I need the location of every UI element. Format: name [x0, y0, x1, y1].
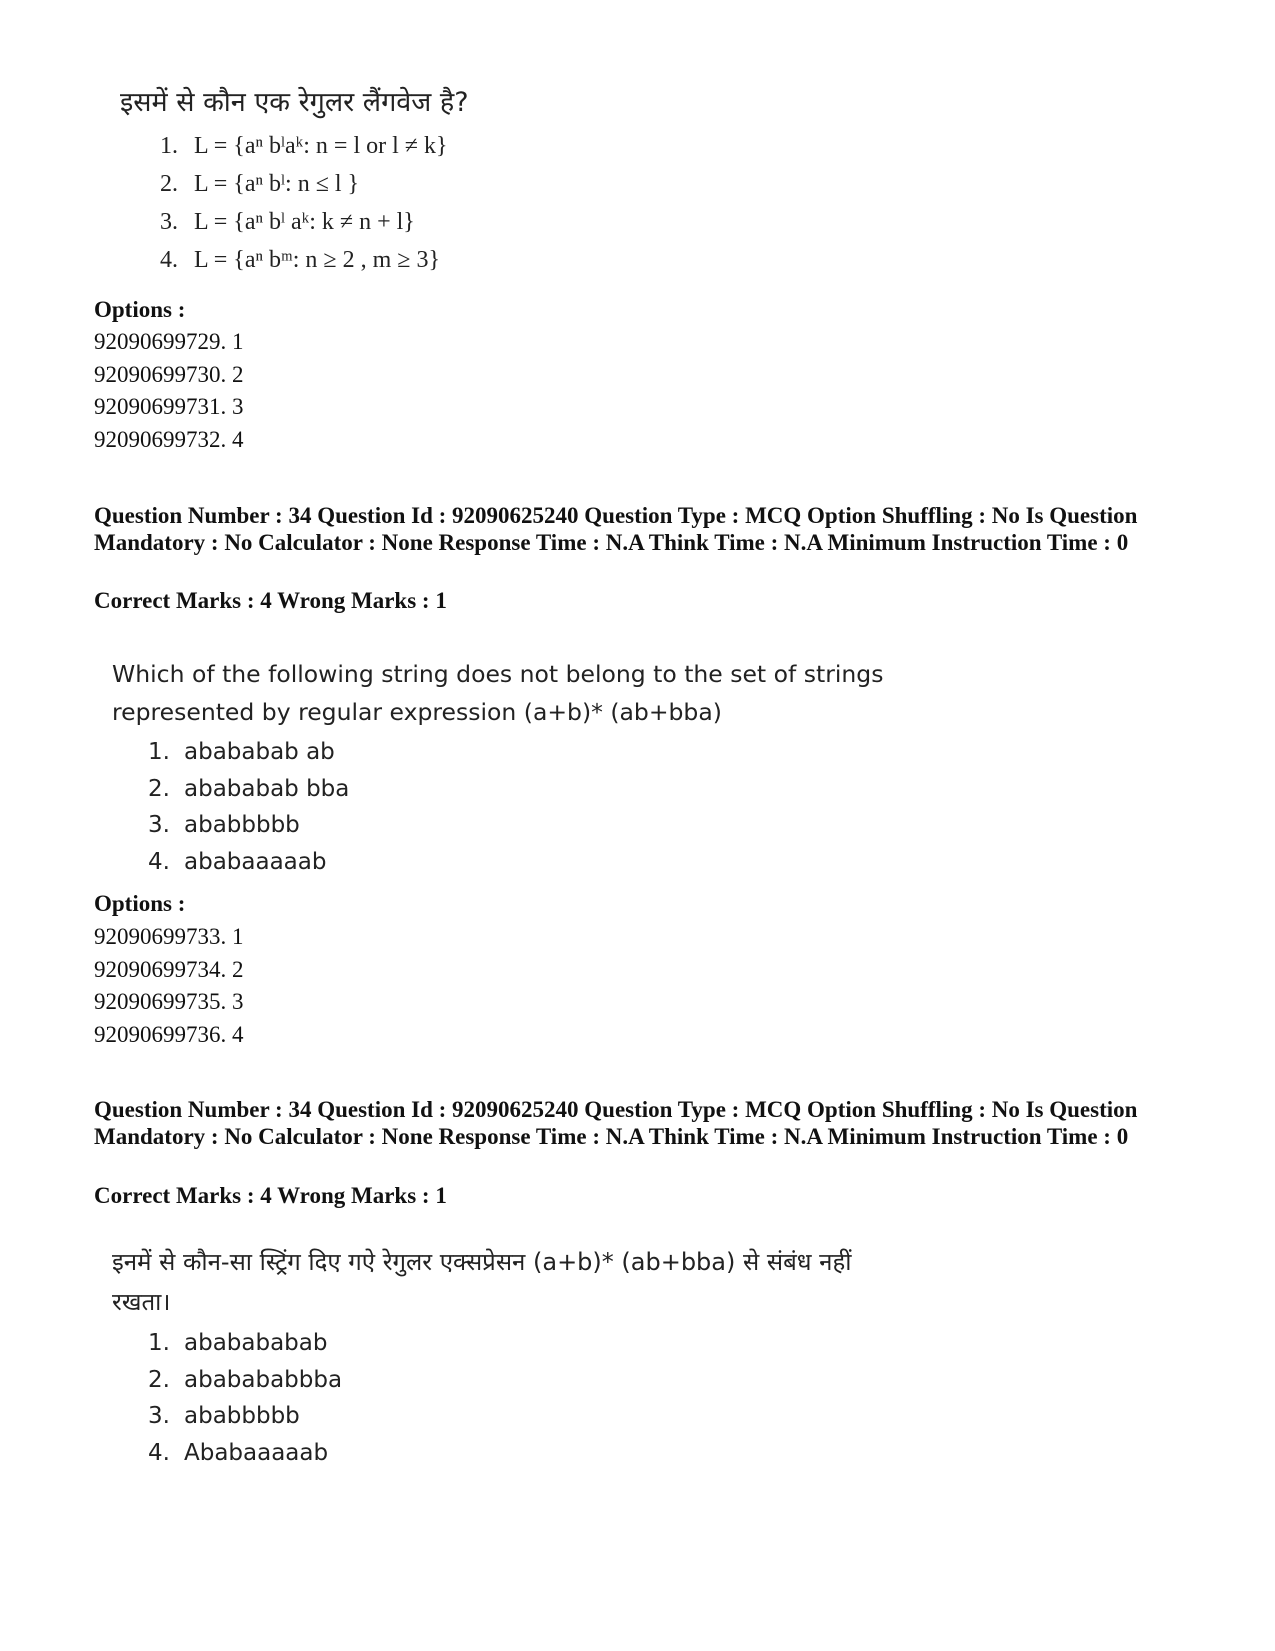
- question-choices: [112, 734, 912, 880]
- list-item: 2. abababab bba: [148, 775, 350, 802]
- options-heading: Options :: [94, 891, 186, 916]
- list-item: 1. L = {aⁿ bˡaᵏ: n = l or l ≠ k}: [160, 133, 448, 159]
- options-heading: Options :: [94, 297, 186, 322]
- question-choices: [120, 127, 820, 279]
- question-prompt: इसमें से कौन एक रेगुलर लैंगवेज है?: [120, 87, 469, 118]
- hindi-string-question: [112, 1243, 912, 1471]
- question-prompt-line-2: represented by regular expression (a+b)* (ab+bba): [112, 698, 722, 726]
- list-item: 1. abababab ab: [148, 739, 335, 765]
- list-item: 3. ababbbbb: [148, 1403, 300, 1429]
- option-item: 92090699731. 3: [94, 394, 244, 419]
- question-prompt-line-1: Which of the following string does not belong to the set of strings: [112, 660, 884, 688]
- option-item: 92090699734. 2: [94, 956, 244, 982]
- list-item: 2. ababababbba: [148, 1366, 343, 1393]
- question-metadata: Question Number : 34 Question Id : 92090625240 Question Type : MCQ Option Shuffling : No Is Question Mandatory : No Calculator : None Response Time : N.A Think Time : N.A Minimum Instruction Time : 0: [94, 503, 1138, 555]
- marks-info: Correct Marks : 4 Wrong Marks : 1: [94, 588, 447, 613]
- list-item: 1. ababababab: [148, 1330, 328, 1356]
- list-item: 4. Ababaaaaab: [148, 1439, 329, 1466]
- question-prompt-line-1: इनमें से कौन-सा स्ट्रिंग दिए गऐ रेगुलर एक्सप्रेसन (a+b)* (ab+bba) से संबंध नहीं: [112, 1248, 852, 1276]
- list-item: 4. L = {aⁿ bᵐ: n ≥ 2 , m ≥ 3}: [160, 247, 440, 273]
- marks-info: Correct Marks : 4 Wrong Marks : 1: [94, 1183, 447, 1208]
- list-item: 3. L = {aⁿ bˡ aᵏ: k ≠ n + l}: [160, 209, 415, 235]
- option-item: 92090699730. 2: [94, 361, 244, 387]
- option-item: 92090699732. 4: [94, 426, 244, 452]
- question-choices: [112, 1325, 912, 1471]
- option-item: 92090699733. 1: [94, 924, 244, 949]
- options-list: [94, 921, 244, 1051]
- list-item: 3. ababbbbb: [148, 812, 300, 838]
- question-prompt-line-2: रखता।: [112, 1288, 171, 1316]
- question-metadata: Question Number : 34 Question Id : 92090625240 Question Type : MCQ Option Shuffling : No Is Question Mandatory : No Calculator : None Response Time : N.A Think Time : N.A Minimum Instruction Time : 0: [94, 1097, 1138, 1149]
- list-item: 4. ababaaaaab: [148, 848, 327, 875]
- english-string-question: [112, 656, 912, 880]
- list-item: 2. L = {aⁿ bˡ: n ≤ l }: [160, 171, 360, 197]
- option-item: 92090699736. 4: [94, 1021, 244, 1047]
- options-list: [94, 326, 244, 456]
- hindi-regular-language-question: [120, 82, 820, 279]
- option-item: 92090699735. 3: [94, 989, 244, 1014]
- option-item: 92090699729. 1: [94, 329, 244, 354]
